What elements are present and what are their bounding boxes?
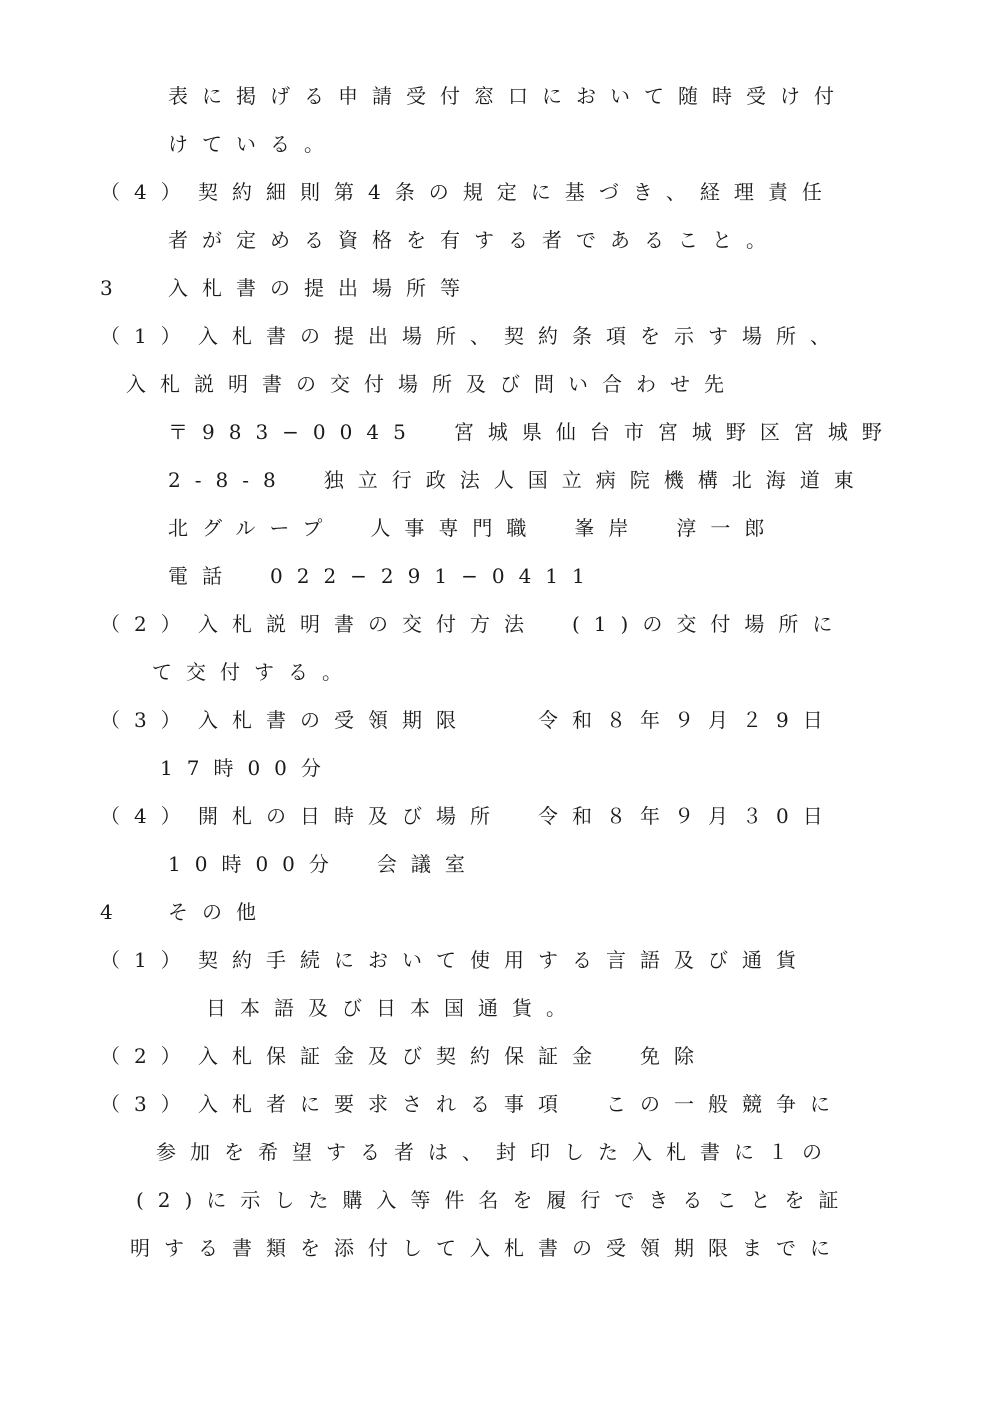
text-line: 参加を希望する者は、封印した入札書に１の (156, 1140, 836, 1164)
text-line: て交付する。 (152, 660, 356, 684)
text-line: 入札説明書の交付場所及び問い合わせ先 (126, 372, 738, 396)
item-number: （4） (100, 804, 195, 828)
text-line: 明する書類を添付して入札書の受領期限までに (130, 1236, 844, 1260)
section-heading: 入札書の提出場所等 (168, 276, 474, 300)
text-line: 入札保証金及び契約保証金 免除 (198, 1044, 708, 1068)
text-line: 契約手続において使用する言語及び通貨 (198, 948, 810, 972)
text-line: 契約細則第4条の規定に基づき、経理責任 (198, 180, 836, 204)
text-line: 10時00分 会議室 (168, 852, 479, 876)
text-line: 17時00分 (160, 756, 335, 780)
item-number: （2） (100, 1044, 195, 1068)
address-line: 〒983−0045 宮城県仙台市宮城野区宮城野 (168, 420, 896, 444)
section-heading: その他 (168, 900, 270, 924)
text-line: 日本語及び日本国通貨。 (206, 996, 580, 1020)
section-number: 4 (100, 900, 127, 924)
phone-line: 電話 022−291−0411 (168, 564, 599, 588)
item-number: （2） (100, 612, 195, 636)
item-number: （1） (100, 948, 195, 972)
text-line: 入札説明書の交付方法 (1)の交付場所に (198, 612, 847, 636)
text-line: 入札書の提出場所、契約条項を示す場所、 (198, 324, 844, 348)
item-number: （4） (100, 180, 195, 204)
item-number: （1） (100, 324, 195, 348)
text-line: 入札者に要求される事項 この一般競争に (198, 1092, 844, 1116)
section-number: 3 (100, 276, 127, 300)
address-line: 2‐8‐8 独立行政法人国立病院機構北海道東 (168, 468, 868, 492)
text-line: けている。 (168, 132, 338, 156)
text-line: (2)に示した購入等件名を履行できることを証 (136, 1188, 853, 1212)
text-line: 者が定める資格を有する者であること。 (168, 228, 780, 252)
item-number: （3） (100, 1092, 195, 1116)
text-line: 開札の日時及び場所 令和８年９月３0日 (198, 804, 837, 828)
contact-line: 北グループ 人事専門職 峯岸 淳一郎 (168, 516, 779, 540)
text-line: 入札書の受領期限 令和８年９月２9日 (198, 708, 837, 732)
text-line: 表に掲げる申請受付窓口において随時受け付 (168, 84, 848, 108)
item-number: （3） (100, 708, 195, 732)
